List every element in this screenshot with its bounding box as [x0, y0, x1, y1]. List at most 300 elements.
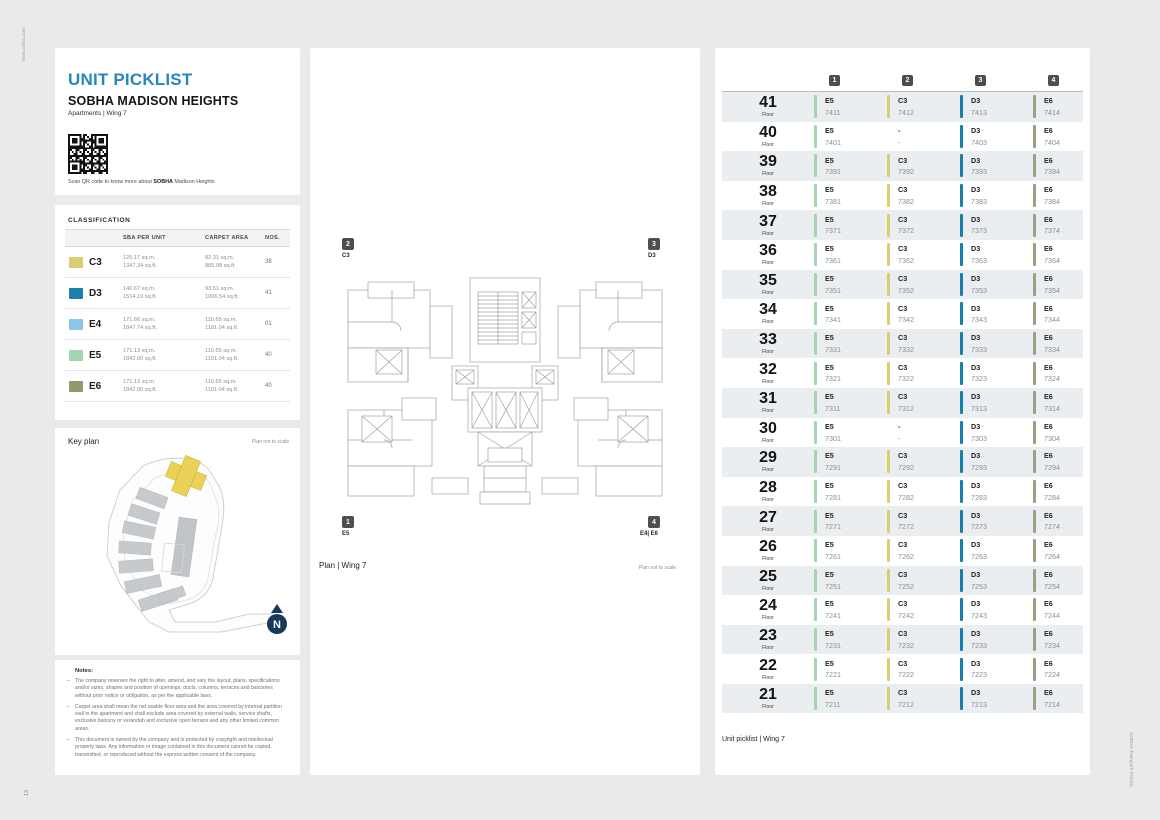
floor-row-38	[722, 181, 1083, 211]
unit-type: C3	[898, 362, 908, 372]
unit-type-bar	[814, 569, 817, 592]
plan-marker-4: 4	[648, 516, 660, 528]
unit-cell	[887, 658, 960, 681]
floor-cell	[722, 687, 814, 710]
unit-info	[825, 275, 841, 294]
unit-number: 7381	[825, 196, 841, 206]
unit-type-bar	[814, 421, 817, 444]
unit-info	[971, 216, 987, 235]
unit-type-bar	[814, 302, 817, 325]
unit-type: E6	[1044, 510, 1053, 520]
unit-type-bar	[1033, 658, 1036, 681]
unit-info	[825, 305, 841, 324]
unit-number: 7353	[971, 285, 987, 295]
unit-type: D3	[971, 362, 981, 372]
floor-cell	[722, 539, 814, 562]
unit-cell	[887, 687, 960, 710]
unit-number: 7362	[898, 256, 914, 266]
floor-label: Floor	[762, 378, 774, 385]
floor-number: 27	[759, 508, 777, 526]
unit-type: E5	[825, 273, 834, 283]
floor-label: Floor	[762, 644, 774, 651]
floor-cell	[722, 598, 814, 621]
unit-info	[825, 571, 841, 590]
unit-number: 7251	[825, 581, 841, 591]
floor-cell	[722, 184, 814, 207]
unit-cell	[960, 362, 1033, 385]
floor-label: Floor	[762, 319, 774, 326]
project-name: SOBHA MADISON HEIGHTS	[68, 94, 239, 108]
unit-type-code: C3	[89, 256, 102, 268]
plan-marker-4-label: E4| E6	[640, 531, 659, 537]
floor-label: Floor	[762, 497, 774, 504]
unit-type-bar	[960, 95, 963, 118]
unit-info	[1044, 571, 1060, 590]
column-header-badge-3: 3	[975, 75, 986, 86]
classification-header-sba: SBA PER UNIT	[123, 235, 166, 241]
unit-number: 7414	[1044, 108, 1060, 118]
unit-type-bar	[960, 598, 963, 621]
unit-number: 7293	[971, 463, 987, 473]
unit-number: 7333	[971, 344, 987, 354]
unit-type-cell	[65, 381, 123, 392]
unit-number: 7403	[971, 137, 987, 147]
unit-number: 7382	[898, 196, 914, 206]
unit-number: 7254	[1044, 581, 1060, 591]
carpet-value: 110.65 sq.m. 1191.04 sq.ft.	[205, 378, 239, 393]
unit-type-bar	[887, 569, 890, 592]
unit-type-bar	[887, 510, 890, 533]
unit-number: 7303	[971, 433, 987, 443]
plan-marker-1: 1	[342, 516, 354, 528]
unit-info	[971, 571, 987, 590]
unit-type-bar	[1033, 273, 1036, 296]
unit-cell	[1033, 362, 1106, 385]
unit-number: 7393	[971, 167, 987, 177]
floor-label: Floor	[762, 260, 774, 267]
unit-cell	[960, 302, 1033, 325]
floor-number: 36	[759, 242, 777, 260]
unit-type: E5	[825, 451, 834, 461]
unit-info	[898, 157, 914, 176]
unit-cell	[1033, 658, 1106, 681]
unit-type-bar	[1033, 450, 1036, 473]
unit-cell	[887, 598, 960, 621]
unit-type-bar	[814, 125, 817, 148]
unit-type-bar	[814, 332, 817, 355]
plan-marker-2: 2	[342, 238, 354, 250]
unit-number: 7331	[825, 344, 841, 354]
floor-row-39	[722, 151, 1083, 181]
unit-number: 7332	[898, 344, 914, 354]
unit-type-swatch	[69, 350, 83, 361]
unit-cell	[960, 628, 1033, 651]
nos-value: 40	[265, 383, 272, 389]
floor-plan-panel	[310, 48, 700, 775]
unit-cell	[960, 184, 1033, 207]
unit-cell	[1033, 598, 1106, 621]
unit-cell	[1033, 184, 1106, 207]
unit-type-bar	[960, 214, 963, 237]
floor-cell	[722, 628, 814, 651]
unit-type-bar	[1033, 184, 1036, 207]
unit-type-bar	[960, 391, 963, 414]
unit-type: E6	[1044, 569, 1053, 579]
unit-cell	[814, 480, 887, 503]
unit-type: C3	[898, 392, 908, 402]
unit-number: -	[898, 137, 901, 147]
unit-number: 7334	[1044, 344, 1060, 354]
svg-text:N: N	[273, 619, 281, 631]
classification-row	[65, 371, 290, 402]
unit-info	[825, 452, 841, 471]
unit-info	[1044, 660, 1060, 679]
unit-number: 7391	[825, 167, 841, 177]
unit-type: -	[898, 421, 901, 431]
unit-type: E5	[825, 303, 834, 313]
unit-type: E5	[825, 569, 834, 579]
floor-cell	[722, 362, 814, 385]
floor-cell	[722, 154, 814, 177]
unit-number: 7232	[898, 640, 914, 650]
unit-type: E6	[1044, 125, 1053, 135]
carpet-value: 82.31 sq.m. 885.98 sq.ft.	[205, 254, 236, 269]
floor-cell	[722, 480, 814, 503]
unit-number: 7211	[825, 699, 841, 709]
unit-cell	[814, 214, 887, 237]
floor-number: 38	[759, 183, 777, 201]
floor-cell	[722, 273, 814, 296]
unit-cell	[887, 214, 960, 237]
unit-type-bar	[1033, 243, 1036, 266]
unit-type: E6	[1044, 362, 1053, 372]
unit-type-bar	[1033, 391, 1036, 414]
unit-type: E5	[825, 333, 834, 343]
unit-type-bar	[1033, 154, 1036, 177]
nos-value: 01	[265, 321, 272, 327]
unit-type: D3	[971, 214, 981, 224]
unit-number: 7374	[1044, 226, 1060, 236]
unit-type: C3	[898, 629, 908, 639]
unit-info	[971, 689, 987, 708]
unit-info	[825, 423, 841, 442]
unit-type: C3	[898, 155, 908, 165]
unit-type-bar	[814, 510, 817, 533]
unit-type: D3	[971, 273, 981, 283]
unit-info	[1044, 452, 1060, 471]
unit-type-bar	[814, 243, 817, 266]
unit-type-bar	[814, 658, 817, 681]
unit-type-bar	[887, 687, 890, 710]
unit-number: 7282	[898, 492, 914, 502]
note-text: Carpet area shall mean the net usable floor area and the area covered by internal partition wall in the apartment and shall exclude area covered by external walls, service shafts, exclusive balcony or verandah and exclusive open terrace and any other limited common areas.	[75, 703, 283, 732]
unit-cell	[887, 184, 960, 207]
unit-cell	[1033, 125, 1106, 148]
unit-number: 7323	[971, 374, 987, 384]
unit-type-bar	[887, 421, 890, 444]
floor-plan-drawing	[332, 270, 678, 510]
floor-label: Floor	[762, 615, 774, 622]
unit-cell	[1033, 480, 1106, 503]
unit-number: 7343	[971, 315, 987, 325]
sba-value: 171.66 sq.m. 1847.74 sq.ft.	[123, 316, 157, 331]
unit-cell	[814, 569, 887, 592]
unit-number: 7363	[971, 256, 987, 266]
unit-type: D3	[971, 510, 981, 520]
unit-info	[971, 600, 987, 619]
unit-number: 7252	[898, 581, 914, 591]
unit-number: 7224	[1044, 670, 1060, 680]
unit-cell	[960, 450, 1033, 473]
unit-type: E6	[1044, 244, 1053, 254]
unit-type-bar	[814, 95, 817, 118]
unit-type: C3	[898, 244, 908, 254]
unit-info	[825, 689, 840, 708]
unit-info	[971, 97, 987, 116]
unit-info	[825, 630, 841, 649]
unit-info	[1044, 245, 1060, 264]
unit-type-code: E5	[89, 349, 102, 361]
floor-row-40	[722, 122, 1083, 152]
floor-number: 24	[759, 597, 777, 615]
unit-info	[1044, 216, 1060, 235]
key-plan-map	[63, 452, 293, 650]
note-bullet: –	[67, 736, 70, 743]
unit-type-bar	[814, 362, 817, 385]
unit-type-bar	[814, 391, 817, 414]
unit-number: 7212	[898, 699, 914, 709]
unit-type-bar	[814, 184, 817, 207]
unit-number: 7294	[1044, 463, 1060, 473]
unit-type: E6	[1044, 540, 1053, 550]
floor-row-31	[722, 388, 1083, 418]
unit-info	[825, 245, 841, 264]
unit-cell	[960, 332, 1033, 355]
unit-number: 7373	[971, 226, 987, 236]
unit-number: 7241	[825, 611, 841, 621]
unit-type-swatch	[69, 288, 83, 299]
unit-number: 7291	[825, 463, 841, 473]
unit-number: 7344	[1044, 315, 1060, 325]
unit-type-bar	[814, 539, 817, 562]
unit-info	[898, 364, 914, 383]
floor-label: Floor	[762, 585, 774, 592]
floor-cell	[722, 510, 814, 533]
unit-info	[1044, 97, 1060, 116]
carpet-value: 93.51 sq.m. 1006.54 sq.ft.	[205, 285, 239, 300]
unit-cell	[887, 302, 960, 325]
classification-title: CLASSIFICATION	[68, 217, 131, 224]
carpet-value: 110.65 sq.m. 1191.04 sq.ft.	[205, 347, 239, 362]
floor-row-28	[722, 477, 1083, 507]
classification-row	[65, 309, 290, 340]
unit-info	[971, 630, 987, 649]
unit-type-bar	[960, 184, 963, 207]
unit-cell	[960, 154, 1033, 177]
unit-cell	[887, 154, 960, 177]
unit-type-bar	[1033, 125, 1036, 148]
floor-number: 25	[759, 567, 777, 585]
unit-type-bar	[1033, 598, 1036, 621]
unit-number: 7283	[971, 492, 987, 502]
floor-row-33	[722, 329, 1083, 359]
unit-type-bar	[887, 539, 890, 562]
unit-type-bar	[887, 302, 890, 325]
unit-cell	[960, 95, 1033, 118]
unit-type: E5	[825, 658, 834, 668]
unit-type-bar	[1033, 480, 1036, 503]
unit-type: D3	[971, 96, 981, 106]
unit-type: E5	[825, 362, 834, 372]
unit-number: 7242	[898, 611, 914, 621]
unit-info	[1044, 364, 1060, 383]
unit-info	[1044, 275, 1060, 294]
unit-type-cell	[65, 350, 123, 361]
unit-type-bar	[960, 302, 963, 325]
unit-cell	[887, 539, 960, 562]
floor-number: 33	[759, 331, 777, 349]
unit-info	[1044, 512, 1060, 531]
unit-type: E5	[825, 244, 834, 254]
unit-type: E6	[1044, 599, 1053, 609]
unit-info	[1044, 541, 1060, 560]
unit-info	[898, 127, 900, 146]
unit-cell	[960, 480, 1033, 503]
unit-info	[971, 452, 987, 471]
unit-type: E6	[1044, 214, 1053, 224]
floor-cell	[722, 421, 814, 444]
unit-type-bar	[887, 214, 890, 237]
unit-type: E6	[1044, 629, 1053, 639]
unit-type-bar	[960, 273, 963, 296]
unit-type: D3	[971, 599, 981, 609]
floor-label: Floor	[762, 349, 774, 356]
unit-type-bar	[887, 154, 890, 177]
floor-number: 32	[759, 360, 777, 378]
unit-type-bar	[1033, 687, 1036, 710]
unit-cell	[1033, 243, 1106, 266]
floor-row-34	[722, 299, 1083, 329]
unit-cell	[1033, 273, 1106, 296]
unit-info	[825, 393, 840, 412]
floor-cell	[722, 125, 814, 148]
unit-info	[825, 512, 841, 531]
unit-type: E5	[825, 540, 834, 550]
unit-number: 7383	[971, 196, 987, 206]
unit-type: E5	[825, 96, 834, 106]
unit-cell	[1033, 95, 1106, 118]
plan-marker-2-label: C3	[342, 253, 350, 259]
floor-label: Floor	[762, 408, 774, 415]
floor-number: 28	[759, 479, 777, 497]
unit-cell	[887, 125, 960, 148]
unit-cell	[814, 332, 887, 355]
unit-cell	[960, 391, 1033, 414]
unit-cell	[814, 95, 887, 118]
unit-type: C3	[898, 510, 908, 520]
unit-cell	[1033, 154, 1106, 177]
floor-row-21	[722, 684, 1083, 714]
unit-number: 7214	[1044, 699, 1060, 709]
unit-type-bar	[887, 658, 890, 681]
unit-type-code: E6	[89, 380, 102, 392]
unit-type-swatch	[69, 319, 83, 330]
website-vertical-text: www.sobha.com	[22, 27, 27, 62]
floor-cell	[722, 243, 814, 266]
qr-caption: Scan QR code to know more about SOBHA Madison Heights	[68, 179, 215, 185]
unit-type: D3	[971, 658, 981, 668]
unit-info	[971, 512, 987, 531]
unit-info	[898, 512, 914, 531]
unit-number: 7253	[971, 581, 987, 591]
unit-number: 7394	[1044, 167, 1060, 177]
unit-type-bar	[960, 243, 963, 266]
unit-info	[898, 423, 900, 442]
unit-cell	[1033, 539, 1106, 562]
key-plan-scale-note: Plan not to scale	[252, 439, 289, 445]
nos-value: 41	[265, 290, 272, 296]
unit-type: E6	[1044, 333, 1053, 343]
floor-label: Floor	[762, 437, 774, 444]
unit-type: C3	[898, 481, 908, 491]
unit-number: 7271	[825, 522, 841, 532]
note-item	[67, 678, 289, 700]
unit-number: 7364	[1044, 256, 1060, 266]
unit-type: C3	[898, 96, 908, 106]
unit-type: E6	[1044, 96, 1053, 106]
unit-type-bar	[887, 450, 890, 473]
unit-type: E6	[1044, 273, 1053, 283]
unit-info	[898, 245, 914, 264]
unit-info	[898, 630, 914, 649]
floor-row-22	[722, 654, 1083, 684]
unit-info	[971, 127, 987, 146]
unit-type: E5	[825, 421, 834, 431]
unit-info	[898, 186, 914, 205]
unit-info	[971, 541, 987, 560]
unit-type-swatch	[69, 381, 83, 392]
unit-type-bar	[1033, 214, 1036, 237]
floor-label: Floor	[762, 674, 774, 681]
unit-type: E6	[1044, 658, 1053, 668]
unit-number: 7292	[898, 463, 914, 473]
floor-row-32	[722, 358, 1083, 388]
unit-info	[1044, 482, 1060, 501]
unit-info	[825, 127, 841, 146]
unit-number: 7342	[898, 315, 914, 325]
classification-rows	[65, 247, 290, 402]
classification-header-row	[65, 229, 290, 247]
unit-type-bar	[1033, 510, 1036, 533]
floor-number: 23	[759, 626, 777, 644]
unit-type-bar	[960, 687, 963, 710]
unit-cell	[1033, 628, 1106, 651]
unit-info	[971, 157, 987, 176]
unit-type-bar	[887, 480, 890, 503]
floor-number: 30	[759, 419, 777, 437]
unit-number: 7262	[898, 551, 914, 561]
unit-type: -	[898, 125, 901, 135]
unit-type: D3	[971, 569, 981, 579]
unit-table-panel	[715, 48, 1090, 775]
document-vertical-text: SOBHA Townpark Picklist	[1128, 732, 1133, 787]
unit-type-bar	[887, 273, 890, 296]
unit-type: D3	[971, 421, 981, 431]
unit-type-code: D3	[89, 287, 102, 299]
unit-info	[1044, 393, 1060, 412]
floor-row-27	[722, 506, 1083, 536]
unit-type-bar	[1033, 421, 1036, 444]
